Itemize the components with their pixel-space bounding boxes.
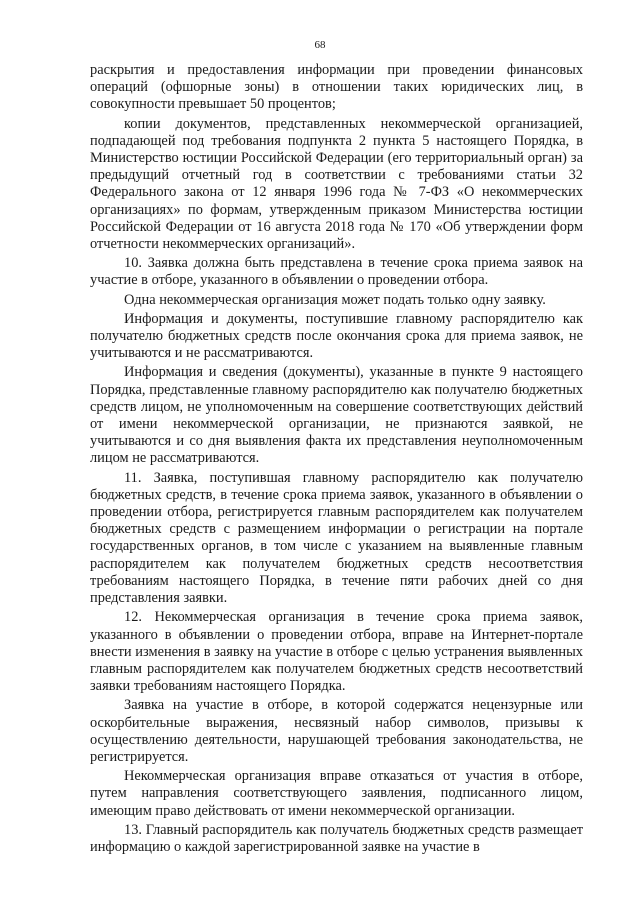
paragraph: Информация и документы, поступившие главному распорядителю как получателю бюджетных средств после окончания срока для приема заявок, не учитываются и не рассматриваются. bbox=[90, 310, 583, 362]
paragraph: 10. Заявка должна быть представлена в течение срока приема заявок на участие в отборе, указанного в объявлении о проведении отбора. bbox=[90, 255, 583, 289]
paragraph: 12. Некоммерческая организация в течение срока приема заявок, указанного в объявлении о проведении отбора, вправе на Интернет-портале внести изменения в заявку на участие в отборе с целью устранения выявленных главным распорядителем как получателем бюджетных средств несоответствий заявки требованиям настоящего Порядка. bbox=[90, 609, 583, 695]
document-body bbox=[90, 62, 583, 856]
paragraph: Одна некоммерческая организация может подать только одну заявку. bbox=[124, 291, 546, 308]
paragraph: копии документов, представленных некоммерческой организацией, подпадающей под требования подпункта 2 пункта 5 настоящего Порядка, в Министерство юстиции Российской Федерации (его территориальный орган) за предыдущий отчетный год в соответствии с требованиями статьи 32 Федерального закона от 12 января 1996 года № 7-ФЗ «О некоммерческих организациях» по формам, утвержденным приказом Министерства юстиции Российской Федерации от 16 августа 2018 года № 170 «Об утверждении форм отчетности некоммерческих организаций». bbox=[90, 115, 583, 253]
paragraph: Заявка на участие в отборе, в которой содержатся нецензурные или оскорбительные выражения, несвязный набор символов, призывы к осуществлению деятельности, нарушающей требования законодательства, не регистрируется. bbox=[90, 697, 583, 765]
paragraph: 11. Заявка, поступившая главному распорядителю как получателю бюджетных средств, в течение срока приема заявок, указанного в объявлении о проведении отбора, регистрируется главным распорядителем как получателем бюджетных средств с размещением информации о регистрации на портале государственных органов, в том числе с указанием на выявленные главным распорядителем как получателем бюджетных средств несоответствия требованиям настоящего Порядка, в течение пяти рабочих дней со дня представления заявки. bbox=[90, 469, 583, 607]
paragraph: Некоммерческая организация вправе отказаться от участия в отборе, путем направления соответствующего заявления, подписанного лицом, имеющим право действовать от имени некоммерческой организации. bbox=[90, 768, 583, 819]
paragraph: 13. Главный распорядитель как получатель бюджетных средств размещает информацию о каждой зарегистрированной заявке на участие в bbox=[90, 821, 583, 855]
paragraph: раскрытия и предоставления информации при проведении финансовых операций (офшорные зоны) в отношении таких юридических лиц, в совокупности превышает 50 процентов; bbox=[90, 62, 583, 113]
paragraph: Информация и сведения (документы), указанные в пункте 9 настоящего Порядка, представленные главному распорядителю как получателю бюджетных средств лицом, не уполномоченным на совершение соответствующих действий от имени некоммерческой организации, не признаются заявкой, не учитываются и со дня выявления факта их представления неуполномоченным лицом не рассматриваются. bbox=[90, 364, 583, 467]
page-number: 68 bbox=[314, 39, 326, 51]
